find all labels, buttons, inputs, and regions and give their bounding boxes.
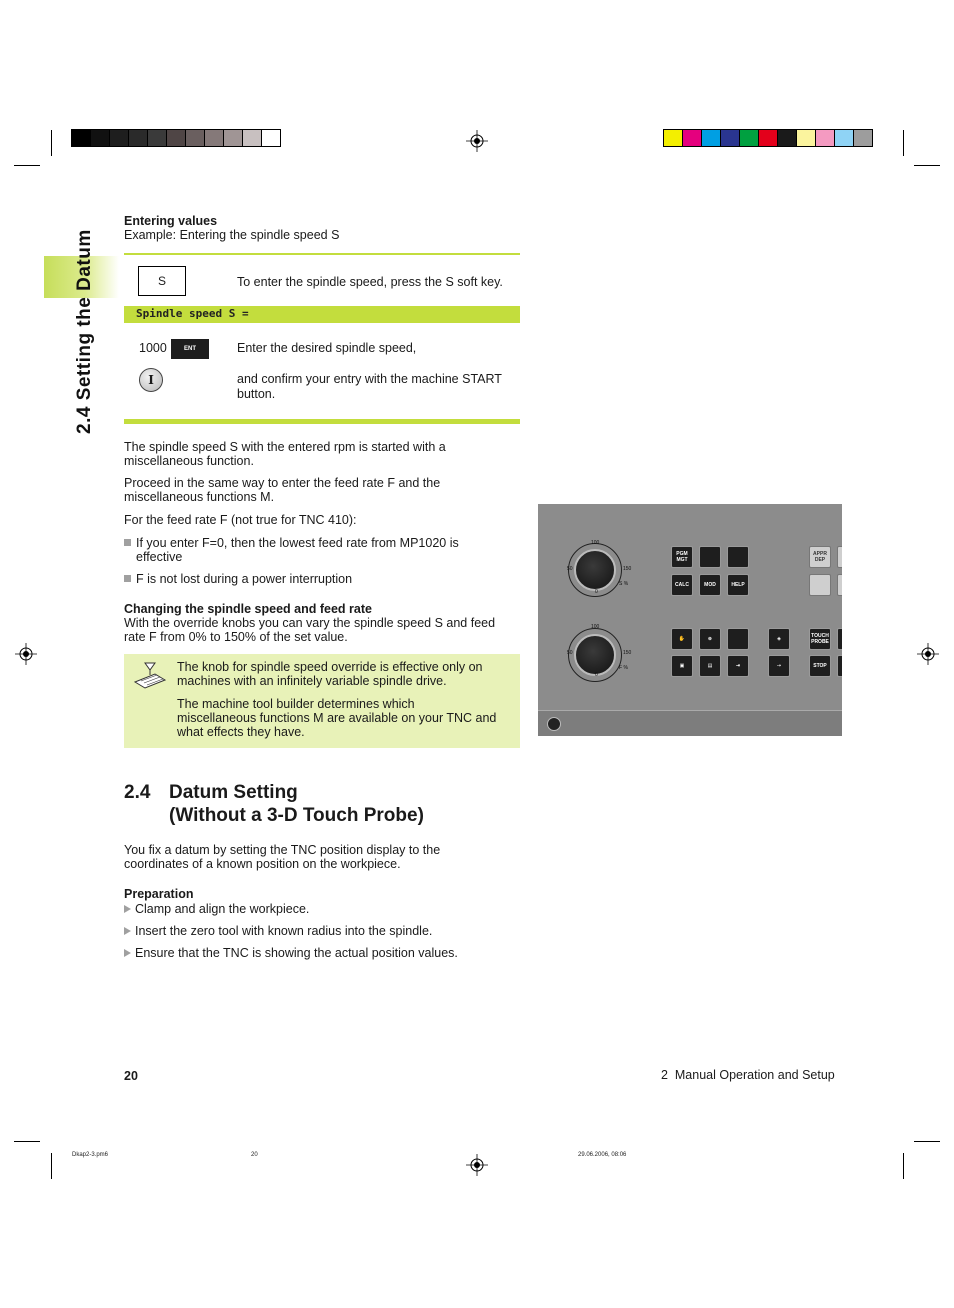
touch-probe-key[interactable]: TOUCH PROBE (809, 628, 831, 650)
registration-mark-icon (466, 130, 488, 152)
knob1-unit: S % (619, 581, 629, 587)
crop-mark (14, 1141, 40, 1142)
knob1-tick-right: 150 (623, 566, 632, 572)
color-swatch (739, 129, 759, 147)
section-intro (124, 843, 440, 871)
chapter-title: 2 Manual Operation and Setup (661, 1068, 835, 1082)
text-line: F is not lost during a power interruption (136, 572, 353, 586)
note-text-1 (177, 660, 483, 688)
step-arrow-icon (124, 905, 131, 913)
color-swatch (204, 129, 224, 147)
prep-step (124, 924, 432, 938)
start-instruction-1: and confirm your entry with the machine START (237, 372, 502, 386)
s-soft-key[interactable]: S (138, 266, 186, 296)
text-line: miscellaneous functions M. (124, 490, 275, 504)
color-swatch (166, 129, 186, 147)
color-swatch (185, 129, 205, 147)
dialog-text: Spindle speed S = (136, 307, 249, 320)
print-page-number: 20 (251, 1152, 258, 1158)
program-run-key[interactable]: ▣ (671, 655, 693, 677)
entering-heading: Entering values (124, 214, 218, 228)
color-swatch (242, 129, 262, 147)
knob2-tick-bottom: 0 (595, 672, 598, 678)
color-swatch (109, 129, 129, 147)
note-box (124, 654, 520, 748)
color-swatch (663, 129, 683, 147)
light-key[interactable] (837, 574, 842, 596)
side-section-title: 2.4 Setting the Datum (74, 229, 95, 434)
single-block-key[interactable]: ⇥ (727, 655, 749, 677)
section-number: 2.4 (124, 782, 151, 803)
print-file-name: Dkap2-3.pm6 (72, 1152, 109, 1158)
text-line: miscellaneous function. (124, 454, 254, 468)
color-swatch (128, 129, 148, 147)
crop-mark (14, 165, 40, 166)
light-key[interactable] (809, 574, 831, 596)
bullet-square-icon (124, 575, 131, 582)
ent-instruction: Enter the desired spindle speed, (237, 341, 417, 355)
start-key[interactable]: I (139, 368, 163, 392)
prep-step (124, 902, 309, 916)
divider-bottom (124, 419, 520, 424)
divider-top (124, 253, 520, 255)
text-line: Insert the zero tool with known radius into the spindle. (135, 924, 433, 938)
registration-mark-icon (917, 643, 939, 665)
override-heading: Changing the spindle speed and feed rate (124, 602, 372, 616)
text-line: machines with an infinitely variable spindle drive. (177, 674, 447, 688)
light-key[interactable] (837, 546, 842, 568)
page-number: 20 (124, 1069, 138, 1083)
knob1-tick-bottom: 0 (595, 589, 598, 595)
start-instruction-2: button. (237, 387, 276, 401)
text-line: effective (136, 550, 183, 564)
positioning-key[interactable]: ◈ (768, 628, 790, 650)
crop-mark (51, 1153, 52, 1179)
text-line: what effects they have. (177, 725, 305, 739)
text-line: Clamp and align the workpiece. (135, 902, 310, 916)
spindle-override-knob[interactable] (574, 549, 616, 591)
s-instruction: To enter the spindle speed, press the S soft key. (237, 275, 503, 289)
text-line: You fix a datum by setting the TNC position display to the (124, 843, 441, 857)
knob2-unit: F % (619, 665, 628, 671)
color-swatch (758, 129, 778, 147)
color-swatch (815, 129, 835, 147)
knob2-tick-top: 100 (591, 624, 600, 630)
color-swatch (223, 129, 243, 147)
calc-key[interactable]: CALC (671, 574, 693, 596)
grayscale-color-bar (71, 129, 280, 147)
bullet-square-icon (124, 539, 131, 546)
entering-example: Example: Entering the spindle speed S (124, 228, 340, 242)
color-swatch (777, 129, 797, 147)
step-arrow-icon (124, 949, 131, 957)
crop-mark (914, 1141, 940, 1142)
color-swatch (261, 129, 281, 147)
text-line: rate F from 0% to 150% of the set value. (124, 630, 348, 644)
blank-key[interactable] (699, 546, 721, 568)
full-sequence-key[interactable]: ⇢ (768, 655, 790, 677)
panel-bottom-strip (538, 710, 842, 736)
color-swatch (720, 129, 740, 147)
print-timestamp: 29.06.2006, 08:06 (578, 1152, 627, 1158)
help-key[interactable]: HELP (727, 574, 749, 596)
machine-panel-photo (538, 504, 842, 736)
bullet-item (124, 536, 459, 564)
blank-key[interactable] (727, 628, 749, 650)
prep-step (124, 946, 458, 960)
crop-mark (51, 130, 52, 156)
handwheel-key[interactable]: ⊛ (699, 628, 721, 650)
appr-dep-key[interactable]: APPR DEP (809, 546, 831, 568)
text-line: Proceed in the same way to enter the feed rate F and the (124, 476, 441, 490)
dark-key[interactable] (837, 655, 842, 677)
color-swatch (147, 129, 167, 147)
value-1000: 1000 (139, 341, 167, 355)
bullet-item (124, 572, 352, 586)
blank-key[interactable] (727, 546, 749, 568)
crop-mark (914, 165, 940, 166)
manual-mode-key[interactable]: ✋ (671, 628, 693, 650)
note-text-2 (177, 697, 496, 739)
step-arrow-icon (124, 927, 131, 935)
cmyk-color-bar (663, 129, 872, 147)
knob1-tick-top: 100 (591, 540, 600, 546)
ent-key[interactable]: ENT (171, 339, 209, 359)
pgm-mgt-key[interactable]: PGM MGT (671, 546, 693, 568)
section-title-line-2: (Without a 3-D Touch Probe) (169, 805, 424, 826)
dark-key[interactable] (837, 628, 842, 650)
text-line: The spindle speed S with the entered rpm is started with a (124, 440, 446, 454)
stop-key[interactable]: STOP (809, 655, 831, 677)
paragraph-3: For the feed rate F (not true for TNC 410): (124, 513, 357, 527)
registration-mark-icon (466, 1154, 488, 1176)
machine-note-icon (133, 660, 167, 690)
paragraph-2 (124, 476, 440, 504)
color-swatch (834, 129, 854, 147)
panel-bottom-screw-icon (547, 717, 561, 731)
knob1-tick-left: 50 (567, 566, 573, 572)
section-title-line-1: Datum Setting (169, 782, 298, 803)
text-line: With the override knobs you can vary the spindle speed S and feed (124, 616, 496, 630)
text-line: Ensure that the TNC is showing the actual position values. (135, 946, 458, 960)
color-swatch (701, 129, 721, 147)
text-line: coordinates of a known position on the workpiece. (124, 857, 401, 871)
text-line: miscellaneous functions M are available on your TNC and (177, 711, 497, 725)
mod-key[interactable]: MOD (699, 574, 721, 596)
knob2-tick-right: 150 (623, 650, 632, 656)
registration-mark-icon (15, 643, 37, 665)
paragraph-4 (124, 616, 495, 644)
knob2-tick-left: 50 (567, 650, 573, 656)
program-edit-key[interactable]: ▤ (699, 655, 721, 677)
crop-mark (903, 130, 904, 156)
color-swatch (682, 129, 702, 147)
color-swatch (853, 129, 873, 147)
text-line: The machine tool builder determines which (177, 697, 415, 711)
preparation-heading: Preparation (124, 887, 194, 901)
color-swatch (90, 129, 110, 147)
paragraph-1 (124, 440, 446, 468)
color-swatch (71, 129, 91, 147)
feed-override-knob[interactable] (574, 634, 616, 676)
crop-mark (903, 1153, 904, 1179)
color-swatch (796, 129, 816, 147)
text-line: The knob for spindle speed override is effective only on (177, 660, 483, 674)
text-line: If you enter F=0, then the lowest feed rate from MP1020 is (136, 536, 459, 550)
